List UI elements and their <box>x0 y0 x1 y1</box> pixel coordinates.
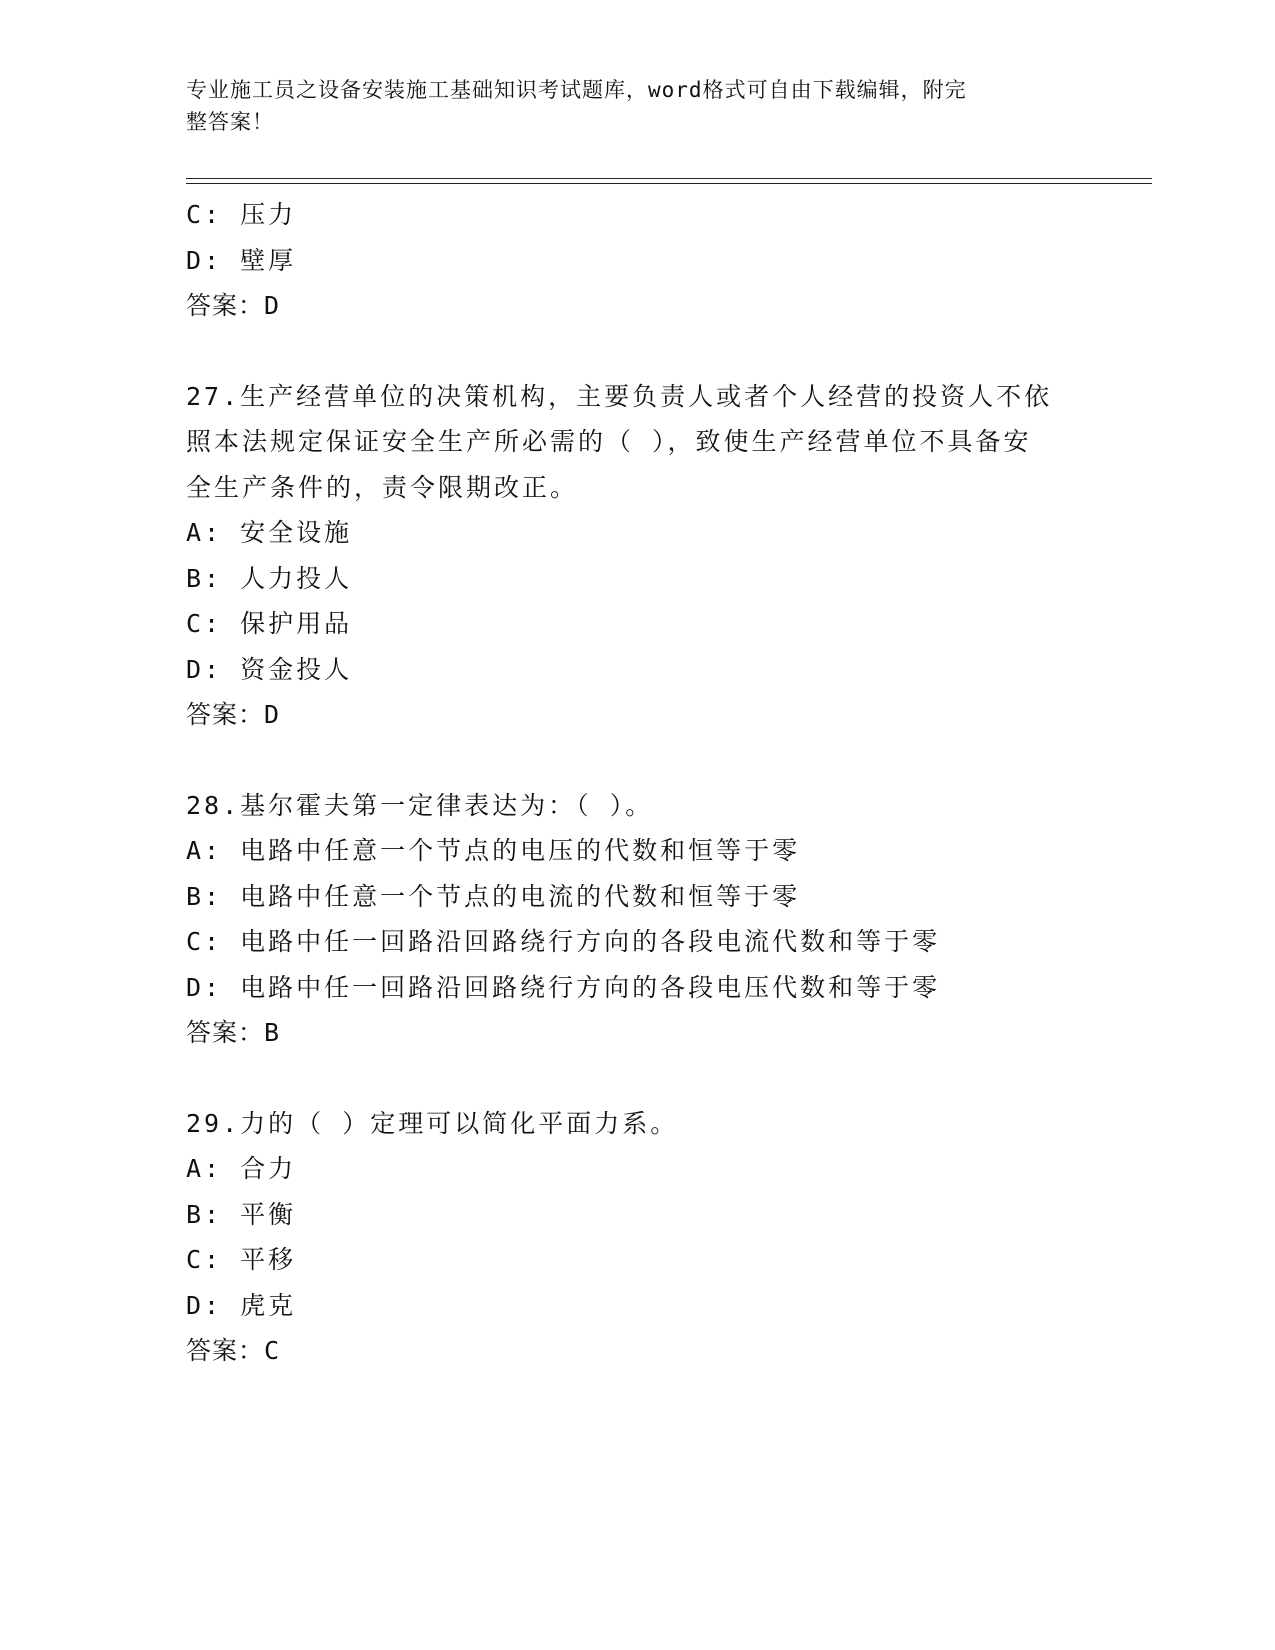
option-letter: B: <box>186 563 223 593</box>
option-text: 电路中任意一个节点的电压的代数和恒等于零 <box>240 836 801 865</box>
option-text: 壁厚 <box>240 245 297 275</box>
question-stem <box>186 374 1086 511</box>
question-stem <box>186 1101 1086 1147</box>
spacer <box>186 738 1086 783</box>
stem-line: 27.生产经营单位的决策机构，主要负责人或者个人经营的投资人不依 <box>186 381 1053 411</box>
option-text: 资金投人 <box>240 654 353 684</box>
option-letter: A: <box>186 1154 223 1183</box>
option-text: 平移 <box>240 1245 297 1274</box>
stem-line: 29.力的（ ）定理可以简化平面力系。 <box>186 1108 679 1138</box>
option-d <box>186 647 1086 693</box>
header-divider-bottom <box>186 183 1152 184</box>
option-text: 电路中任意一个节点的电流的代数和恒等于零 <box>240 881 801 911</box>
stem-line: 照本法规定保证安全生产所必需的（ ），致使生产经营单位不具备安 <box>186 427 1032 456</box>
stem-line: 全生产条件的，责令限期改正。 <box>186 472 579 502</box>
option-text: 人力投人 <box>240 563 353 593</box>
option-c <box>186 192 1086 238</box>
question-stem <box>186 783 1086 829</box>
header-divider-top <box>186 178 1152 179</box>
answer: 答案：D <box>186 291 281 320</box>
option-letter: C: <box>186 927 223 956</box>
question-27 <box>186 374 1086 738</box>
option-letter: C: <box>186 609 223 638</box>
option-text: 安全设施 <box>240 518 353 547</box>
option-letter: A: <box>186 518 223 547</box>
option-text: 保护用品 <box>240 609 353 638</box>
answer: 答案：B <box>186 1018 281 1047</box>
option-b <box>186 556 1086 602</box>
option-text: 虎克 <box>240 1290 297 1320</box>
option-letter: D: <box>186 1290 223 1320</box>
option-letter: C: <box>186 1245 223 1274</box>
option-c <box>186 1237 1086 1283</box>
option-text: 合力 <box>240 1154 297 1183</box>
option-a <box>186 1146 1086 1192</box>
option-d <box>186 1283 1086 1329</box>
spacer <box>186 1056 1086 1101</box>
option-text: 平衡 <box>240 1199 297 1229</box>
option-d <box>186 238 1086 284</box>
prev-question-tail <box>186 192 1086 329</box>
option-letter: C: <box>186 200 223 229</box>
option-letter: D: <box>186 972 223 1002</box>
answer: 答案：C <box>186 1336 281 1365</box>
question-content <box>186 192 1086 1374</box>
option-d <box>186 965 1086 1011</box>
option-text: 电路中任一回路沿回路绕行方向的各段电压代数和等于零 <box>240 972 941 1002</box>
answer: 答案：D <box>186 700 281 729</box>
header-line-2: 整答案！ <box>186 110 274 134</box>
option-letter: A: <box>186 836 223 865</box>
option-letter: B: <box>186 1199 223 1229</box>
option-letter: D: <box>186 245 223 275</box>
option-a <box>186 510 1086 556</box>
option-text: 压力 <box>240 200 297 229</box>
option-b <box>186 1192 1086 1238</box>
option-b <box>186 874 1086 920</box>
option-letter: B: <box>186 881 223 911</box>
question-28 <box>186 783 1086 1056</box>
question-29 <box>186 1101 1086 1374</box>
spacer <box>186 329 1086 374</box>
option-c <box>186 601 1086 647</box>
stem-line: 28.基尔霍夫第一定律表达为：（ ）。 <box>186 790 654 820</box>
header-line-1: 专业施工员之设备安装施工基础知识考试题库，word格式可自由下载编辑，附完 <box>186 78 967 102</box>
option-a <box>186 828 1086 874</box>
option-text: 电路中任一回路沿回路绕行方向的各段电流代数和等于零 <box>240 927 941 956</box>
page-header <box>186 74 1076 138</box>
option-c <box>186 919 1086 965</box>
option-letter: D: <box>186 654 223 684</box>
